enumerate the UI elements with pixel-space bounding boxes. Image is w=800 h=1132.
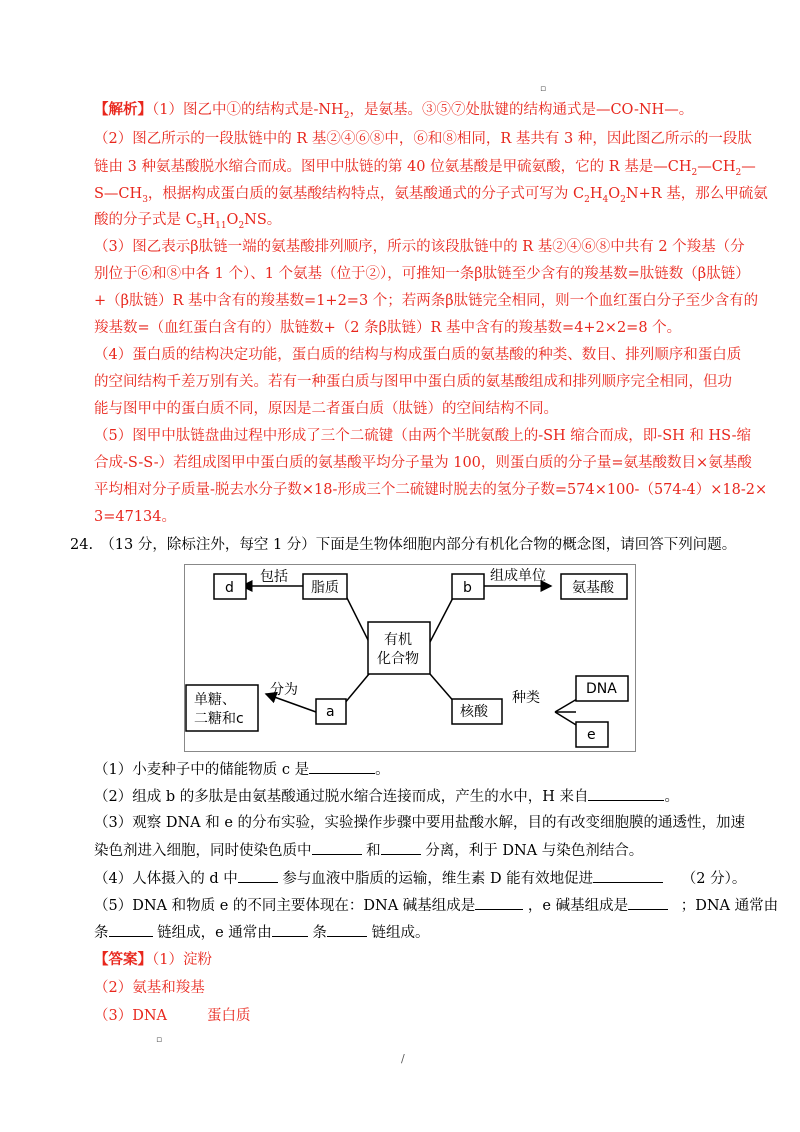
question-text: （5）DNA 和物质 e 的不同主要体现在：DNA 碱基组成是 bbox=[94, 898, 476, 914]
answer-text: 蛋白质 bbox=[207, 1008, 251, 1024]
analysis-line-15: 平均相对分子质量-脱去水分子数×18-形成三个二硫键时脱去的氢分子数=574×100-（574-4）×18-2× bbox=[94, 482, 768, 498]
analysis-line-9: 羧基数=（血红蛋白含有的）肽链数+（2 条β肽链）R 基中含有的羧基数=4+2×2=8 个。 bbox=[94, 320, 682, 336]
question-text: 链组成，e 通常由 bbox=[157, 925, 272, 941]
question-heading: 24. （13 分，除标注外，每空 1 分）下面是生物体细胞内部分有机化合物的概念图，请回答下列问题。 bbox=[70, 537, 737, 553]
analysis-line-14: 合成-S-S-）若组成图甲中蛋白质的氨基酸平均分子量为 100，则蛋白质的分子量=氨基酸数目×氨基酸 bbox=[94, 455, 752, 471]
analysis-text: S—CH bbox=[94, 186, 143, 202]
blank-5d[interactable] bbox=[272, 922, 308, 937]
question-text: （2）组成 b 的多肽是由氨基酸通过脱水缩合连接而成，产生的水中，H 来自 bbox=[94, 789, 589, 805]
subscript: 2 bbox=[691, 167, 698, 178]
analysis-line-3 bbox=[94, 157, 756, 183]
analysis-line-13: （5）图甲中肽链盘曲过程中形成了三个二硫键（由两个半胱氨酸上的-SH 缩合而成，即-SH 和 HS-缩 bbox=[94, 428, 752, 444]
answer-text: （3）DNA bbox=[94, 1008, 168, 1024]
subscript: 2 bbox=[584, 194, 590, 205]
question-3-cont bbox=[94, 840, 643, 861]
analysis-text: H bbox=[202, 212, 216, 228]
question-4 bbox=[94, 868, 746, 889]
label-organic-1: 有机 bbox=[384, 632, 412, 648]
question-text: ，e 碱基组成是 bbox=[527, 898, 629, 914]
question-1 bbox=[94, 759, 390, 780]
analysis-line-2: （2）图乙所示的一段肽链中的 R 基②④⑥⑧中，⑥和⑧相同，R 基共有 3 种，因此图乙所示的一段肽 bbox=[94, 131, 752, 147]
page-marker: / bbox=[401, 1052, 405, 1065]
blank-5a[interactable] bbox=[475, 895, 523, 910]
question-text: 分离，利于 DNA 与染色剂结合。 bbox=[425, 843, 644, 859]
blank-3b[interactable] bbox=[381, 840, 421, 855]
bottom-mark: ▫ bbox=[156, 1035, 163, 1045]
question-text: 和 bbox=[366, 843, 381, 859]
analysis-text: O bbox=[226, 212, 239, 228]
analysis-text: N+R 基，那么甲硫氨 bbox=[625, 186, 768, 202]
analysis-line-6: （3）图乙表示β肽链一端的氨基酸排列顺序，所示的该段肽链中的 R 基②④⑥⑧中共有 2 个羧基（分 bbox=[94, 239, 745, 255]
answer-1 bbox=[94, 950, 212, 970]
label-sugar-2: 二糖和c bbox=[194, 711, 244, 727]
blank-2[interactable] bbox=[588, 786, 664, 801]
question-text: 条 bbox=[312, 925, 327, 941]
analysis-text: 链由 3 种氨基酸脱水缩合而成。图甲中肽链的第 40 位氨基酸是甲硫氨酸，它的 R 基是—CH bbox=[94, 159, 692, 175]
question-3: （3）观察 DNA 和 e 的分布实验，实验操作步骤中要用盐酸水解，目的有改变细胞膜的通透性，加速 bbox=[94, 815, 746, 831]
question-text: 。 bbox=[664, 789, 679, 805]
question-text: （2 分）。 bbox=[681, 871, 747, 887]
label-nucleic-acid: 核酸 bbox=[460, 704, 488, 720]
question-text: 参与血液中脂质的运输，维生素 D 能有效地促进 bbox=[282, 871, 594, 887]
subscript: 2 bbox=[343, 110, 350, 121]
analysis-line-5 bbox=[94, 210, 281, 236]
analysis-text: （1）图乙中①的结构式是-NH bbox=[152, 102, 344, 118]
question-text: 条 bbox=[94, 925, 109, 941]
label-d: d bbox=[225, 580, 234, 596]
blank-5c[interactable] bbox=[109, 922, 153, 937]
analysis-text: — bbox=[741, 159, 756, 175]
analysis-line-7: 别位于⑥和⑧中各 1 个）、1 个氨基（位于②），可推知一条β肽链至少含有的羧基数=肽链数（β肽链） bbox=[94, 266, 750, 282]
blank-5e[interactable] bbox=[327, 922, 367, 937]
subscript: 5 bbox=[196, 220, 203, 231]
analysis-line-10: （4）蛋白质的结构决定功能，蛋白质的结构与构成蛋白质的氨基酸的种类、数目、排列顺序和蛋白质 bbox=[94, 347, 742, 363]
answer-text: （1）淀粉 bbox=[152, 952, 212, 968]
analysis-text: H bbox=[589, 186, 603, 202]
analysis-tag: 【解析】 bbox=[94, 101, 152, 118]
question-text: （4）人体摄入的 d 中 bbox=[94, 871, 238, 887]
blank-4b[interactable] bbox=[593, 868, 663, 883]
blank-5b[interactable] bbox=[628, 895, 668, 910]
analysis-line-16: 3=47134。 bbox=[94, 509, 177, 525]
question-text: ；DNA 通常由 bbox=[680, 898, 779, 914]
analysis-line-4 bbox=[94, 184, 768, 210]
label-b: b bbox=[463, 580, 472, 596]
label-include: 包括 bbox=[260, 569, 288, 585]
label-amino-acid: 氨基酸 bbox=[572, 580, 614, 596]
subscript: 2 bbox=[735, 167, 742, 178]
label-e: e bbox=[587, 727, 596, 743]
answer-3 bbox=[94, 1006, 251, 1026]
analysis-text: O bbox=[608, 186, 621, 202]
analysis-line-11: 的空间结构千差万别有关。若有一种蛋白质与图甲中蛋白质的氨基酸组成和排列顺序完全相同，但功 bbox=[94, 374, 732, 390]
question-text: 。 bbox=[375, 762, 390, 778]
question-5 bbox=[94, 895, 778, 916]
question-text: （1）小麦种子中的储能物质 c 是 bbox=[94, 762, 310, 778]
blank-4a[interactable] bbox=[238, 868, 278, 883]
analysis-line-8: +（β肽链）R 基中含有的羧基数=1+2=3 个；若两条β肽链完全相同，则一个血红蛋白分子至少含有的 bbox=[94, 293, 759, 309]
answer-tag: 【答案】 bbox=[94, 951, 152, 968]
blank-3a[interactable] bbox=[312, 840, 362, 855]
subscript: 4 bbox=[602, 194, 609, 205]
subscript: 2 bbox=[620, 194, 626, 205]
question-2 bbox=[94, 786, 679, 807]
answer-2: （2）氨基和羧基 bbox=[94, 980, 205, 996]
subscript: 11 bbox=[215, 220, 227, 231]
top-mark: ▫ bbox=[540, 84, 547, 94]
analysis-text: 酸的分子式是 C bbox=[94, 212, 197, 228]
subscript: 3 bbox=[142, 194, 148, 205]
label-organic-2: 化合物 bbox=[377, 651, 419, 667]
label-a: a bbox=[326, 704, 335, 720]
subscript: 2 bbox=[238, 220, 245, 231]
concept-diagram bbox=[184, 564, 636, 752]
label-divided: 分为 bbox=[270, 682, 298, 698]
label-lipid: 脂质 bbox=[311, 580, 339, 596]
label-kind: 种类 bbox=[512, 690, 540, 706]
question-text: 链组成。 bbox=[371, 925, 430, 941]
question-text: 染色剂进入细胞，同时使染色质中 bbox=[94, 843, 312, 859]
analysis-text: —CH bbox=[697, 159, 736, 175]
analysis-text: ，是氨基。③⑤⑦处肽键的结构通式是—CO-NH—。 bbox=[349, 102, 694, 118]
analysis-text: ，根据构成蛋白质的氨基酸结构特点，氨基酸通式的分子式可写为 C bbox=[147, 186, 585, 202]
question-5-cont bbox=[94, 922, 430, 943]
label-dna: DNA bbox=[586, 681, 617, 697]
analysis-text: NS。 bbox=[244, 212, 282, 228]
analysis-line-12: 能与图甲中的蛋白质不同，原因是二者蛋白质（肽链）的空间结构不同。 bbox=[94, 401, 558, 417]
blank-1[interactable] bbox=[309, 759, 375, 774]
label-unit: 组成单位 bbox=[490, 568, 546, 584]
analysis-line-1 bbox=[94, 100, 693, 126]
label-sugar-1: 单糖、 bbox=[194, 692, 236, 708]
